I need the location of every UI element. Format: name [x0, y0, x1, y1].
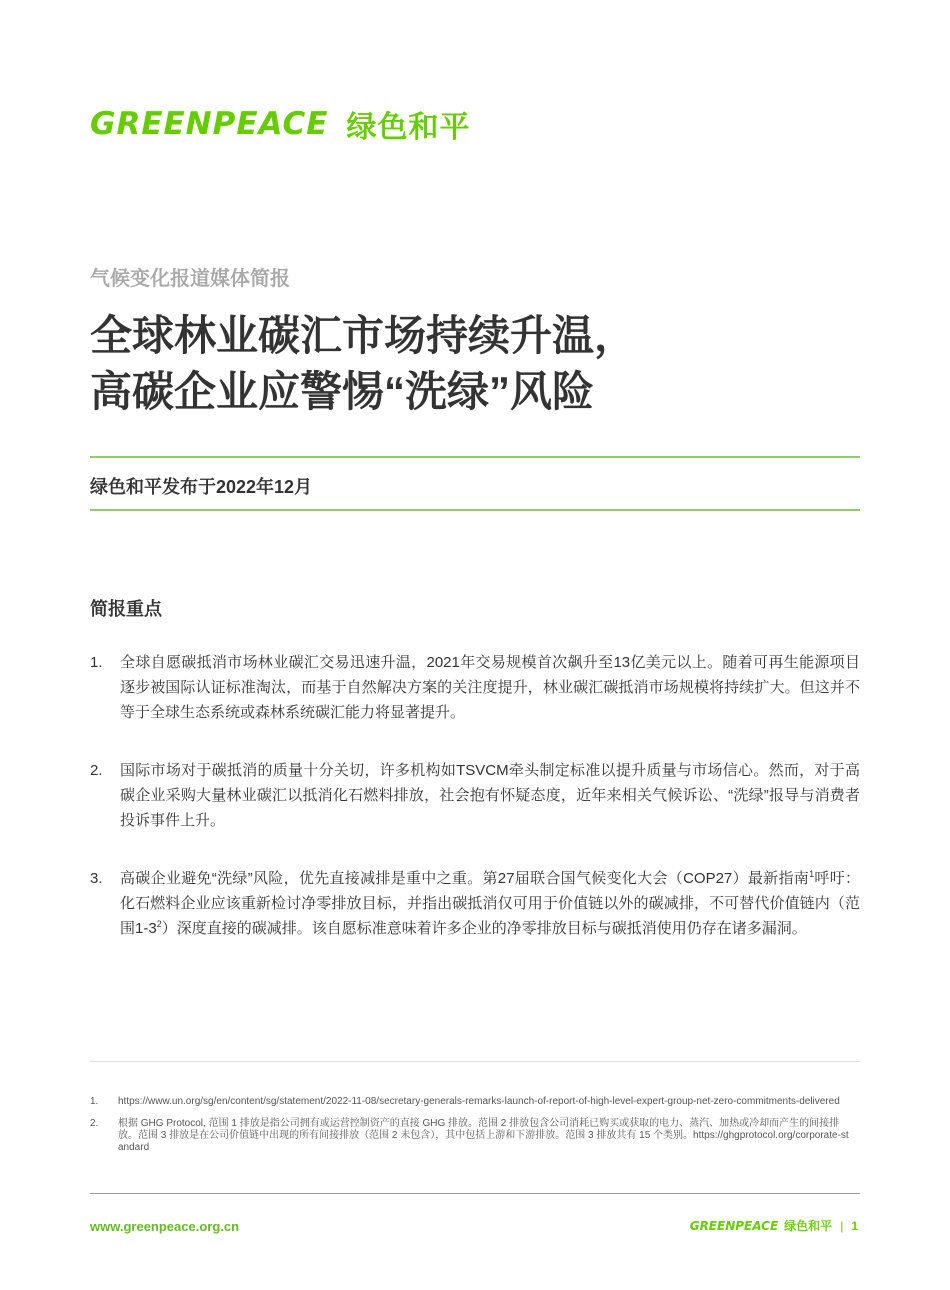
- section-heading-key-points: 简报重点: [90, 599, 162, 619]
- footnote-divider: [90, 1061, 860, 1062]
- footnote-number: 2.: [90, 1118, 99, 1129]
- footer-website-link[interactable]: www.greenpeace.org.cn: [90, 1219, 240, 1234]
- key-point-text-a: 高碳企业避免“洗绿”风险，优先直接减排是重中之重。第27届联合国气候变化大会（COP27）最新指南: [120, 870, 810, 887]
- key-point-text-b: 呼吁：化石燃料企业应该重新检讨净零排放目标，并指出碳抵消仅可用于价值链以外的碳减排，不可替代价值链内（范围1-3: [120, 870, 860, 937]
- title-line-2: 高碳企业应警惕“洗绿”风险: [90, 368, 595, 415]
- key-point-3: [90, 866, 860, 941]
- footer-logo-chinese: 绿色和平: [784, 1219, 833, 1233]
- page-title: [90, 308, 870, 420]
- key-points-list: [90, 650, 860, 974]
- greenpeace-logo: [90, 104, 470, 144]
- footer-separator: |: [840, 1218, 844, 1233]
- key-point-text-c: ）深度直接的碳减排。该自愿标准意味着许多企业的净零排放目标与碳抵消使用仍存在诸多漏洞。: [161, 920, 807, 937]
- footer-brand: [690, 1217, 858, 1234]
- footnote-ref-2[interactable]: 2: [156, 919, 162, 929]
- footnote-2: [90, 1118, 850, 1154]
- key-point-2: [90, 758, 860, 833]
- footnote-ref-1[interactable]: 1: [809, 869, 815, 879]
- key-point-text: 全球自愿碳抵消市场林业碳汇交易迅速升温，2021年交易规模首次飙升至13亿美元以上。随着可再生能源项目逐步被国际认证标准淘汰，而基于自然解决方案的关注度提升，林业碳汇碳抵消市场规模将持续扩大。但这并不等于全球生态系统或森林系统碳汇能力将显著提升。: [120, 654, 860, 721]
- key-point-number: 1.: [90, 654, 103, 671]
- key-point-text: 国际市场对于碳抵消的质量十分关切，许多机构如TSVCM牵头制定标准以提升质量与市场信心。然而，对于高碳企业采购大量林业碳汇以抵消化石燃料排放，社会抱有怀疑态度，近年来相关气候诉讼、“洗绿”报导与消费者投诉事件上升。: [120, 762, 860, 829]
- key-point-1: [90, 650, 860, 725]
- key-point-number: 3.: [90, 870, 103, 887]
- footer-logo-english: GREENPEACE: [689, 1218, 779, 1233]
- page-number: 1: [851, 1218, 858, 1233]
- title-line-1: 全球林业碳汇市场持续升温，: [90, 312, 637, 359]
- footnote-link[interactable]: https://www.un.org/sg/en/content/sg/statement/2022-11-08/secretary-generals-remarks-launch-of-report-of-high-level-expert-group-net-zero-commitments-delivered: [118, 1096, 840, 1107]
- divider-top: [90, 456, 860, 458]
- footnote-text: 根据 GHG Protocol, 范围 1 排放是指公司拥有或运营控制资产的直接 GHG 排放。范围 2 排放包含公司消耗已购买或获取的电力、蒸汽、加热或冷却而产生的间接排放。范围 3 排放是在公司价值链中出现的所有间接排放（范围 2 未包含），其中包括上游和下游排放。范围 3 排放共有 15 个类别。https://ghgprotocol.org/corporate-standard: [118, 1118, 849, 1153]
- footnotes: [90, 1096, 850, 1164]
- footnote-number: 1.: [90, 1096, 99, 1107]
- publish-date: 绿色和平发布于2022年12月: [90, 477, 313, 497]
- logo-chinese: 绿色和平: [346, 110, 471, 145]
- footnote-1: [90, 1096, 850, 1108]
- divider-bottom: [90, 509, 860, 511]
- logo-english: GREENPEACE: [90, 106, 329, 142]
- footer-divider: [90, 1193, 860, 1194]
- key-point-number: 2.: [90, 762, 103, 779]
- document-subtitle: 气候变化报道媒体简报: [90, 268, 290, 290]
